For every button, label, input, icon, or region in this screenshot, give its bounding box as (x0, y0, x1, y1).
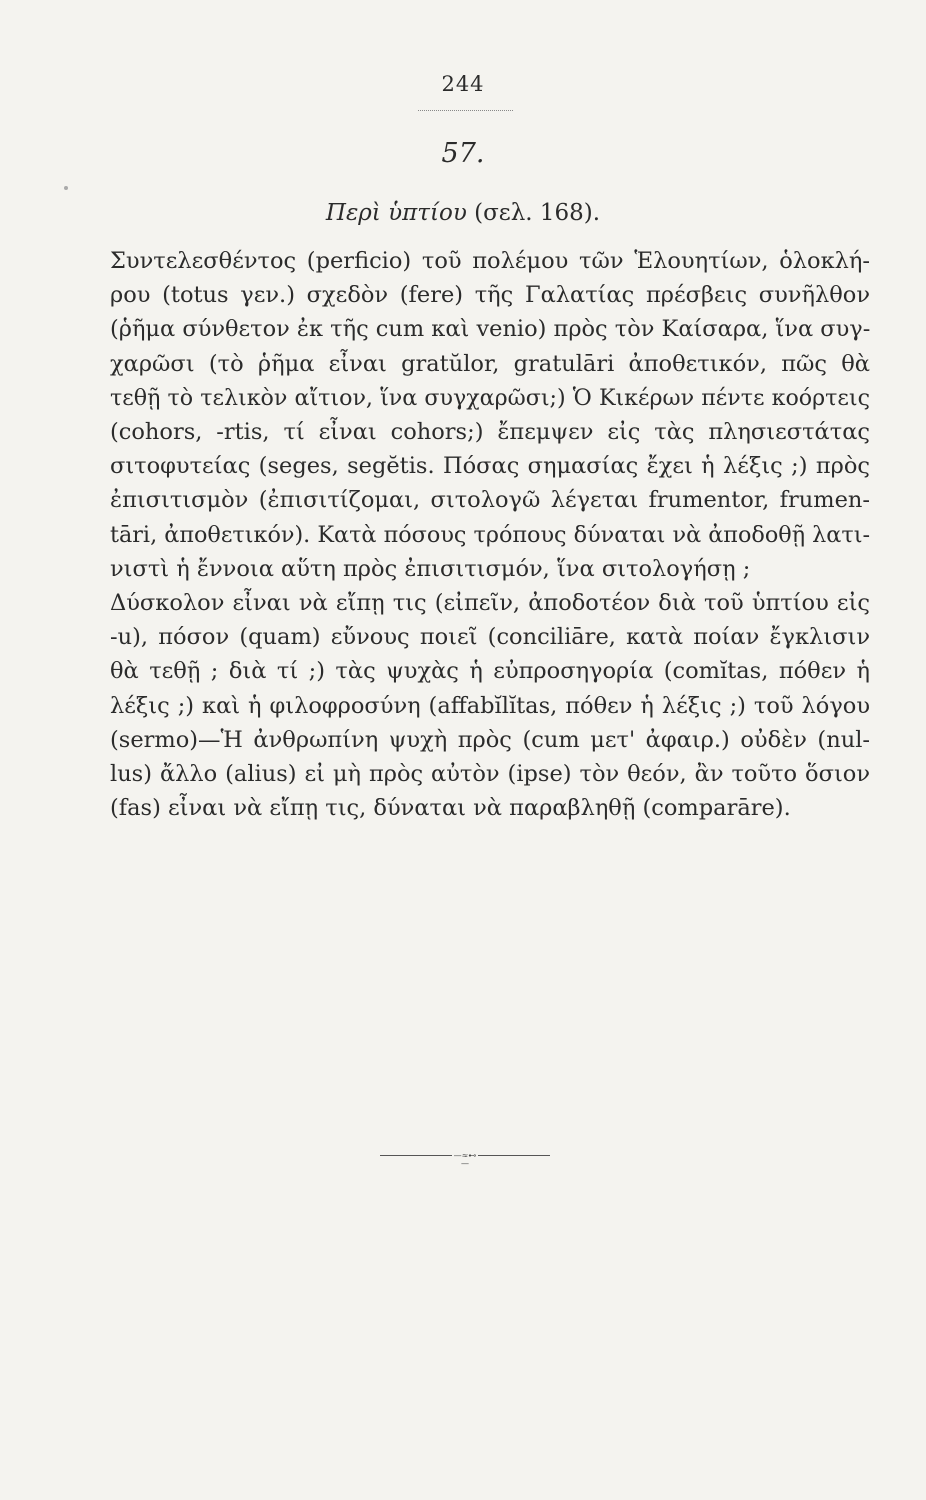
body-line: (cohors, -rtis, τί εἶναι cohors;) ἔπεμψεν εἰς τὰς πλησιεστάτας (110, 419, 870, 446)
body-line: (fas) εἶναι νὰ εἴπῃ τις, δύναται νὰ παραβληθῇ (comparāre). (110, 795, 791, 822)
body-line: νιστὶ ἡ ἔννοια αὕτη πρὸς ἐπισιτισμόν, ἵνα σιτολογήσῃ ; (110, 555, 751, 582)
body-line: τεθῇ τὸ τελικὸν αἴτιον, ἵνα συγχαρῶσι;) Ὁ Κικέρων πέντε κοόρτεις (110, 384, 870, 411)
ornament-rule-right (478, 1155, 550, 1156)
body-line: (ῥῆμα σύνθετον ἐκ τῆς cum καὶ venio) πρὸς τὸν Καίσαρα, ἵνα συγ- (110, 316, 871, 343)
body-line: θὰ τεθῇ ; διὰ τί ;) τὰς ψυχὰς ἡ εὐπροσηγορία (comĭtas, πόθεν ἡ (110, 658, 870, 685)
body-line: χαρῶσι (τὸ ῥῆμα εἶναι gratŭlor, gratulāri ἀποθετικόν, πῶς θὰ (110, 350, 870, 377)
ornament-mark: —≈⊷— (453, 1151, 477, 1168)
exercise-number: 57. (441, 138, 485, 169)
body-line: λέξις ;) καὶ ἡ φιλοφροσύνη (affabĭlĭtas, πόθεν ἡ λέξις ;) τοῦ λόγου (110, 692, 870, 719)
page-number-rule (418, 110, 513, 111)
body-line: Δύσκολον εἶναι νὰ εἴπῃ τις (εἰπεῖν, ἀποδοτέον διὰ τοῦ ὑπτίου εἰς (110, 590, 870, 617)
subtitle-italic: Περὶ ὑπτίου (325, 200, 467, 226)
body-line: ἐπισιτισμὸν (ἐπισιτίζομαι, σιτολογῶ λέγεται frumentor, frumen- (110, 487, 870, 514)
subtitle-rest: (σελ. 168). (466, 200, 601, 226)
end-ornament (380, 1151, 550, 1168)
body-line: tāri, ἀποθετικόν). Κατὰ πόσους τρόπους δύναται νὰ ἀποδοθῇ λατι- (110, 521, 871, 548)
body-text (110, 244, 870, 825)
ornament-rule-left (380, 1155, 452, 1156)
body-line: ρου (totus γεν.) σχεδὸν (fere) τῆς Γαλατίας πρέσβεις συνῆλθον (110, 282, 870, 309)
body-line: -u), πόσον (quam) εὔνους ποιεῖ (conciliāre, κατὰ ποίαν ἔγκλισιν (110, 624, 870, 651)
body-line: σιτοφυτείας (seges, segĕtis. Πόσας σημασίας ἔχει ἡ λέξις ;) πρὸς (110, 453, 870, 480)
body-line: lus) ἄλλο (alius) εἰ μὴ πρὸς αὐτὸν (ipse) τὸν θεόν, ἂν τοῦτο ὅσιον (110, 761, 870, 788)
body-line: Συντελεσθέντος (perficio) τοῦ πολέμου τῶν Ἑλουητίων, ὁλοκλή- (110, 248, 870, 274)
exercise-subtitle (0, 200, 926, 226)
paper-speck (64, 186, 68, 190)
body-line: (sermo)—Ἡ ἀνθρωπίνη ψυχὴ πρὸς (cum μετ' ἀφαιρ.) οὐδὲν (nul- (110, 726, 870, 753)
page-number: 244 (441, 72, 485, 96)
